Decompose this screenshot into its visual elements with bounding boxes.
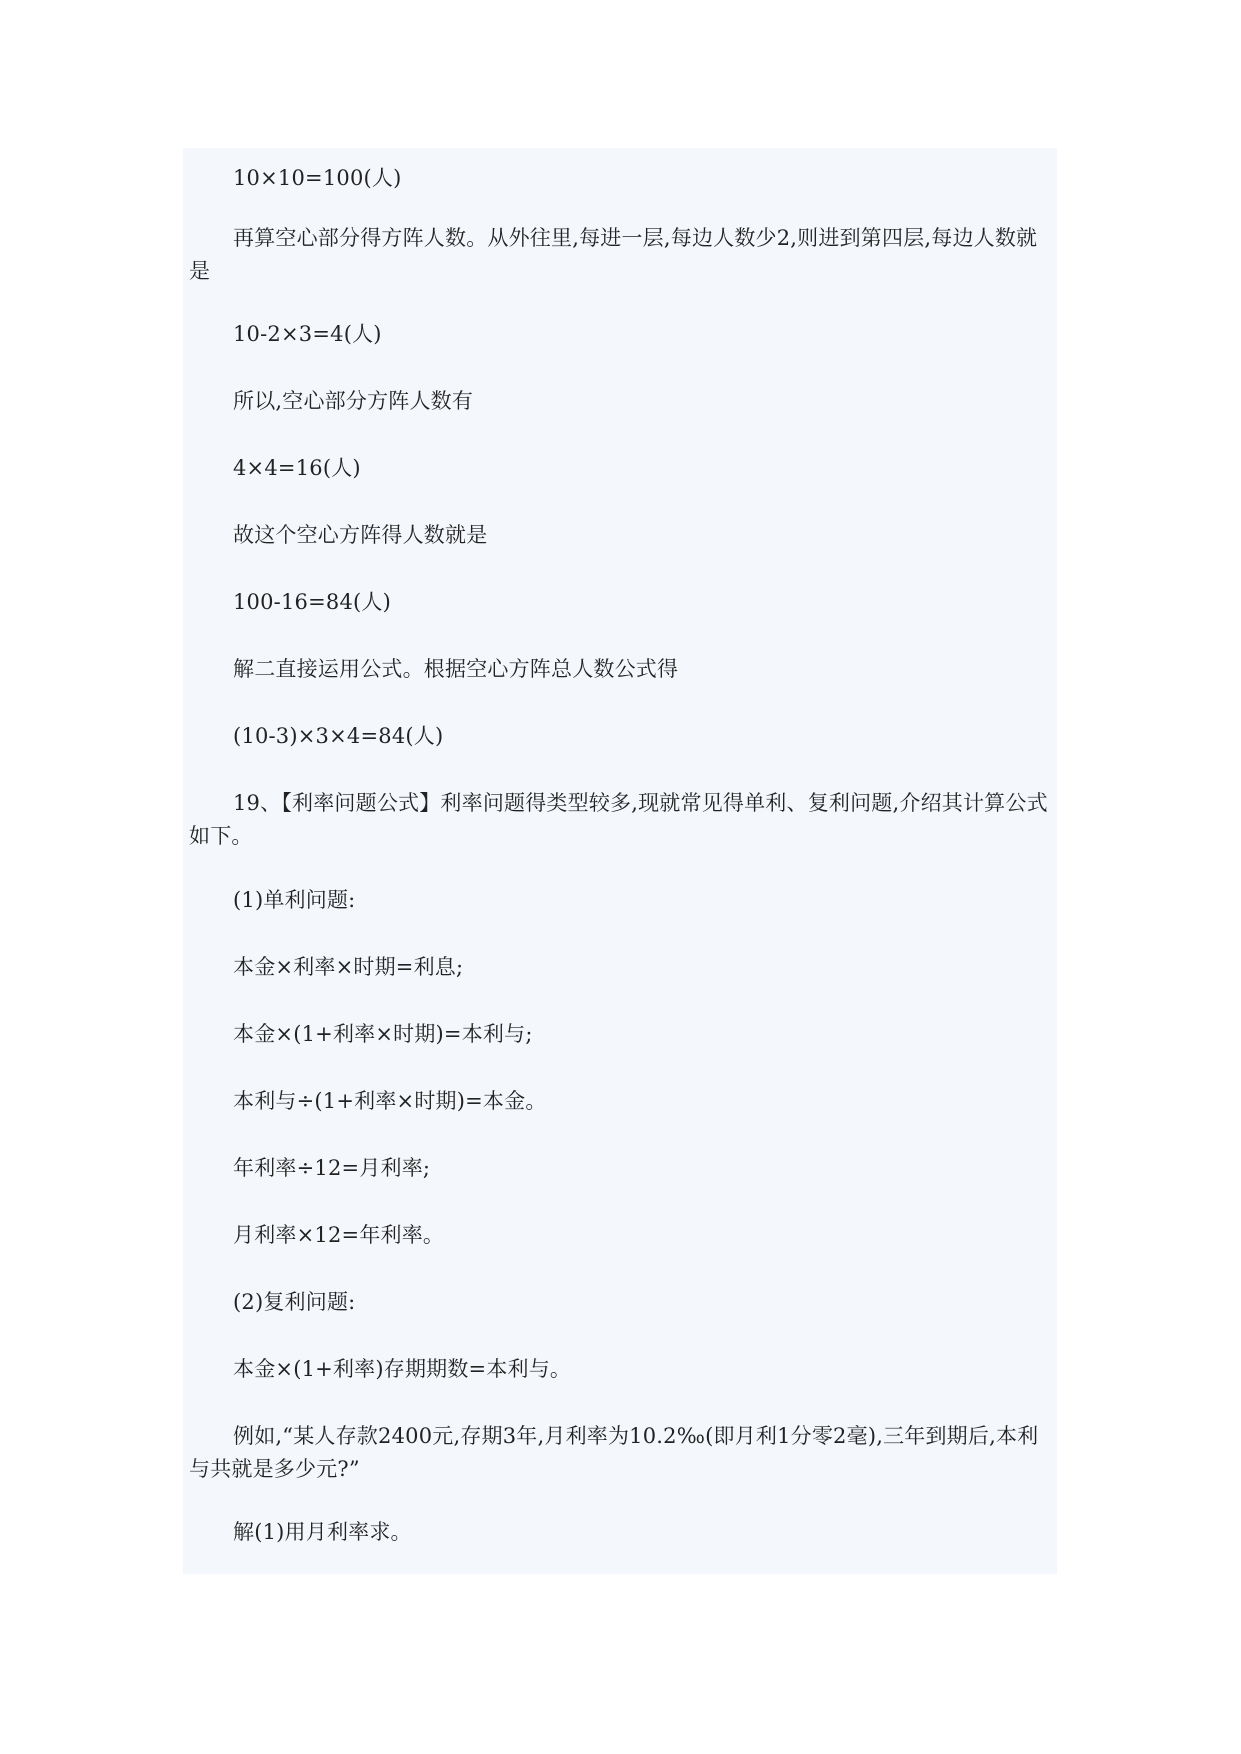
document-content: [183, 148, 1057, 1574]
paragraph-14: 本利与÷(1+利率×时期)=本金。: [233, 1089, 547, 1113]
paragraph-2: 再算空心部分得方阵人数。从外往里,每进一层,每边人数少2,则进到第四层,每边人数就是: [189, 226, 1038, 283]
paragraph-20: 解(1)用月利率求。: [233, 1520, 412, 1544]
paragraph-19: 例如,“某人存款2400元,存期3年,月利率为10.2‰(即月利1分零2毫),三年到期后,本利与共就是多少元?”: [189, 1424, 1039, 1481]
paragraph-15: 年利率÷12=月利率;: [233, 1156, 431, 1180]
paragraph-12: 本金×利率×时期=利息;: [233, 955, 464, 979]
paragraph-8: 解二直接运用公式。根据空心方阵总人数公式得: [233, 657, 679, 681]
paragraph-3: 10-2×3=4(人): [233, 322, 382, 346]
paragraph-11: (1)单利问题:: [233, 888, 356, 912]
paragraph-4: 所以,空心部分方阵人数有: [233, 389, 474, 413]
paragraph-17: (2)复利问题:: [233, 1290, 356, 1314]
paragraph-7: 100-16=84(人): [233, 590, 392, 614]
paragraph-16: 月利率×12=年利率。: [233, 1223, 445, 1247]
paragraph-5: 4×4=16(人): [233, 456, 361, 480]
paragraph-9: (10-3)×3×4=84(人): [233, 724, 444, 748]
paragraph-18: 本金×(1+利率)存期期数=本利与。: [233, 1357, 572, 1381]
paragraph-6: 故这个空心方阵得人数就是: [233, 523, 488, 547]
paragraph-13: 本金×(1+利率×时期)=本利与;: [233, 1022, 533, 1046]
paragraph-10: 19、【利率问题公式】利率问题得类型较多,现就常见得单利、复利问题,介绍其计算公式如下。: [189, 791, 1048, 848]
paragraph-1: 10×10=100(人): [233, 166, 402, 190]
